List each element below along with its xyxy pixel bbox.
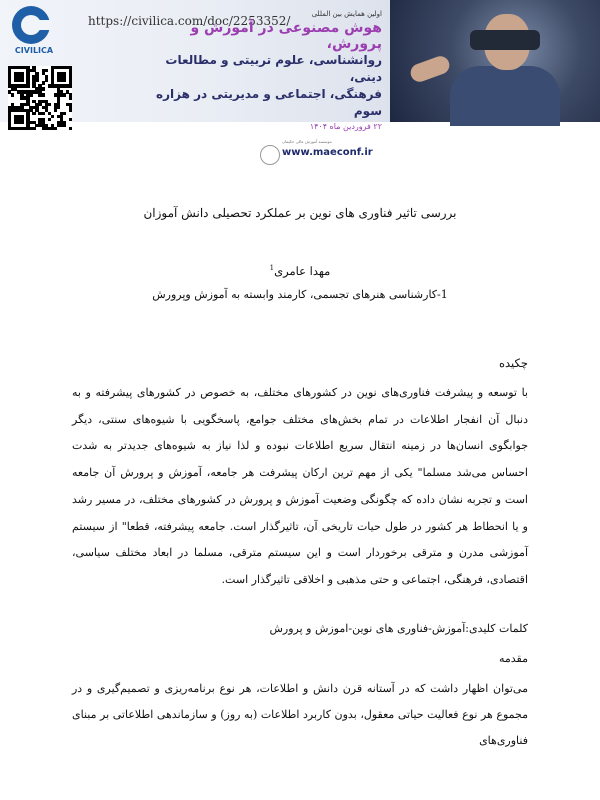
conference-title-line2: روانشناسی، علوم تربیتی و مطالعات دینی،	[165, 53, 382, 84]
author-name-text: مهدا عامری	[274, 264, 331, 278]
author-name	[150, 264, 450, 278]
conference-banner	[0, 0, 600, 131]
author-superscript: 1	[269, 264, 275, 273]
institute-name: موسسه آموزش عالی حکیمان	[282, 139, 332, 144]
conference-date: ۲۲ فروردین ماه ۱۴۰۴	[309, 122, 382, 131]
paper-title: بررسی تاثیر فناوری های نوین بر عملکرد تحصیلی دانش آموزان	[143, 206, 457, 220]
logo-text: CIVILICA	[14, 46, 54, 55]
conference-site	[260, 139, 380, 167]
qr-code[interactable]	[8, 66, 72, 130]
conference-title-line1: هوش مصنوعی در آموزش و پرورش،	[190, 20, 382, 52]
conference-domain[interactable]: www.maeconf.ir	[282, 147, 373, 158]
conference-label: اولین همایش بین المللی	[311, 10, 382, 18]
abstract-body: با توسعه و پیشرفت فناوری‌های نوین در کشورهای مختلف، به خصوص در کشورهای پیشرفته و به دنبال آن انفجار اطلاعات در تمام بخش‌های مختلف جوامع، پاسخگویی با شیوه‌های سنتی، دیگر جوابگوی انسان‌ها در زمینه انتقال سریع اطلاعات نبوده و لذا نیاز به شیوه‌های جدیدتر به شدت احساس می‌شد مسلما" یکی از مهم ترین ارکان پیشرفت هر جامعه، آموزش و پرورش آن جامعه است و تجربه نشان داده که چگونگی وضعیت آموزش و پرورش در کشورهای مختلف، در مسیر رشد و یا انحطاط هر کشور در طول حیات تاریخی آن، تاثیرگذار است. جامعه پیشرفته، قطعا" از سیستم آموزشی مدرن و مترقی برخوردار است و این سیستم مترقی، مسلما در ابعاد مختلف سیاسی، اقتصادی، فرهنگی، اجتماعی و حتی مذهبی و اخلاقی تاثیرگذار است.	[72, 386, 528, 586]
keywords: کلمات کلیدی:آموزش-فناوری های نوین-اموزش و پرورش	[269, 622, 528, 635]
abstract-heading: چکیده	[499, 356, 528, 370]
vr-child-photo	[390, 0, 600, 122]
document-url[interactable]: https://civilica.com/doc/2253352/	[88, 14, 291, 28]
introduction-heading: مقدمه	[498, 652, 528, 665]
conference-title-line3: فرهنگی، اجتماعی و مدیریتی در هزاره سوم	[156, 87, 382, 118]
civilica-logo[interactable]	[6, 6, 58, 64]
institute-emblem-icon	[260, 145, 280, 165]
banner-text	[152, 10, 382, 131]
introduction-body: می‌توان اظهار داشت که در آستانه قرن دانش و اطلاعات، هر نوع برنامه‌ریزی و تصمیم‌گیری و در مجموع هر نوع فعالیت حیاتی معقول، بدون کاربرد اطلاعات (به روز) و سازماندهی اطلاعاتی بر مبنای فناوری‌های	[72, 682, 528, 747]
author-affiliation: 1-کارشناسی هنرهای تجسمی، کارمند وابسته به آموزش وپرورش	[152, 288, 448, 301]
